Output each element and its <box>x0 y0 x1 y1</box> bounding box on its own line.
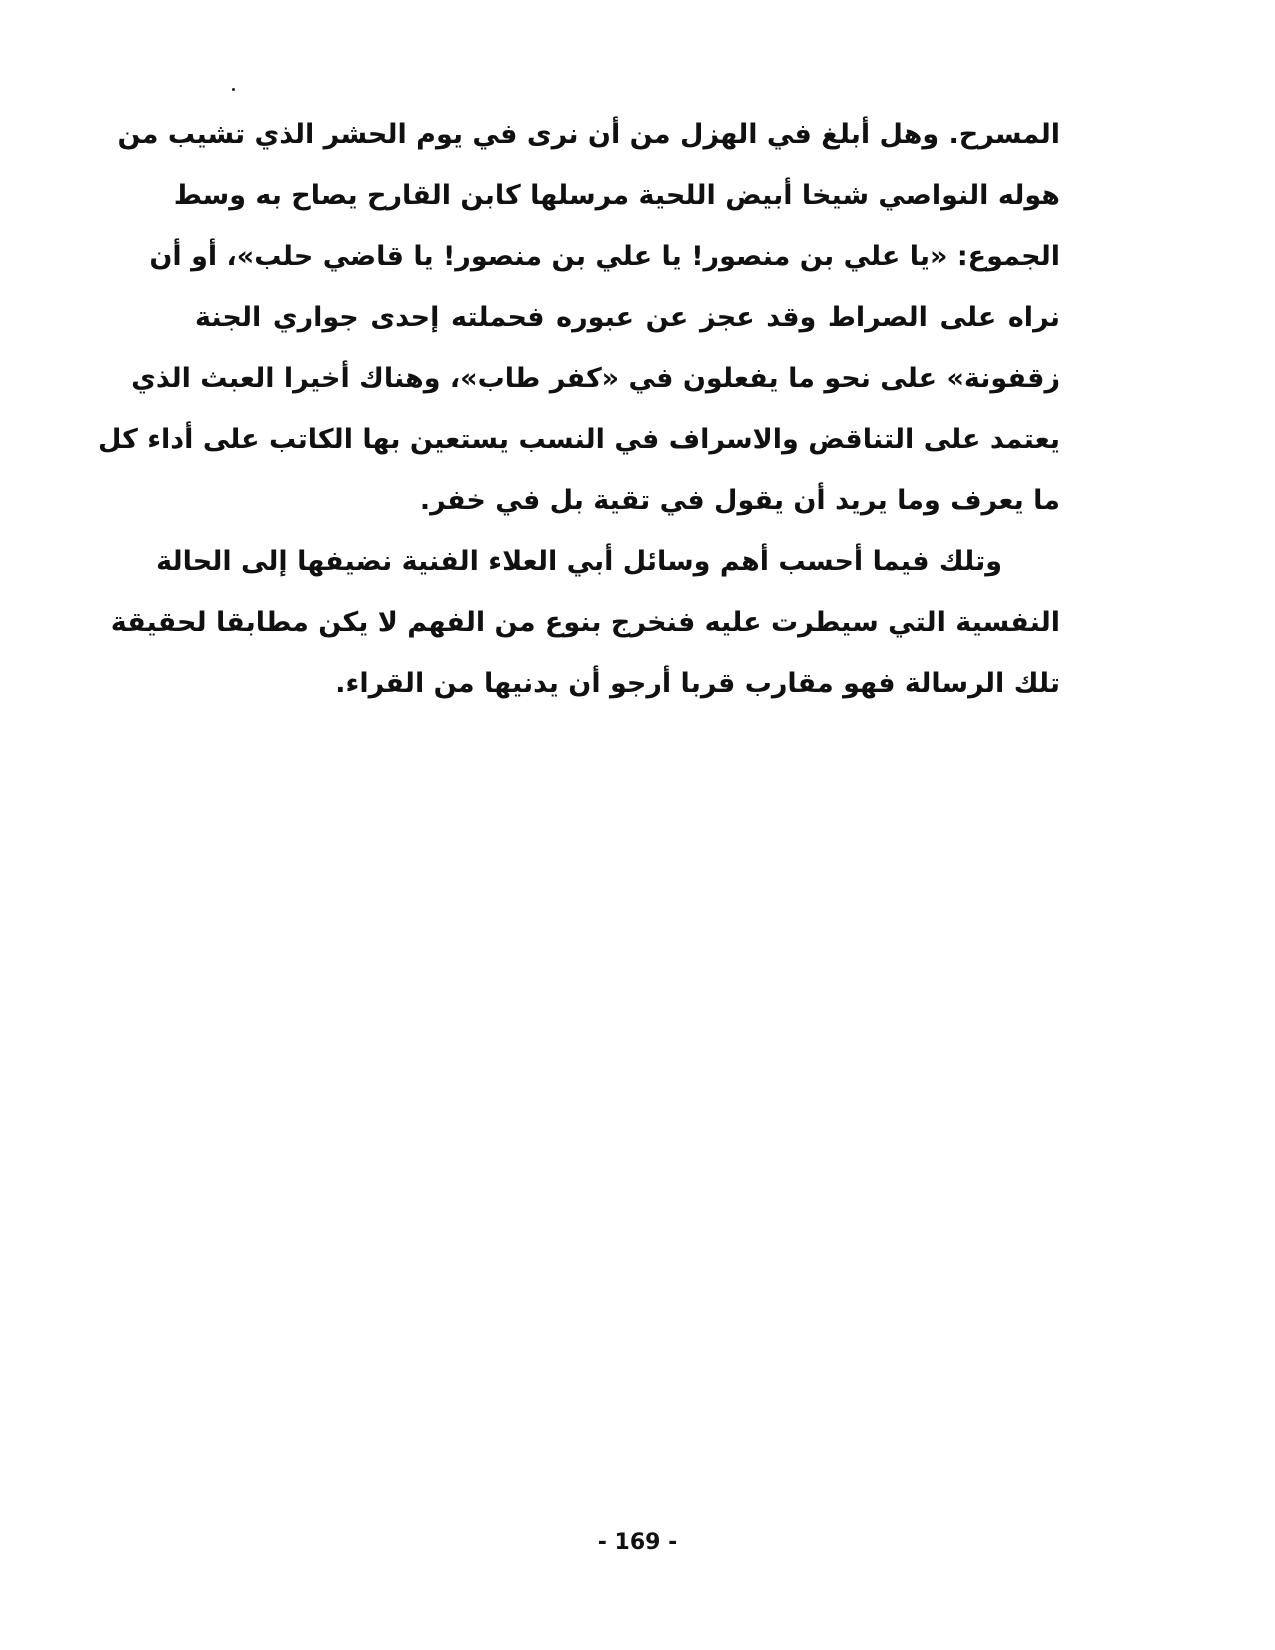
text-line: وتلك فيما أحسب أهم وسائل أبي العلاء الفنية نضيفها إلى الحالة <box>156 546 1002 577</box>
scan-speck <box>232 88 235 91</box>
body-text <box>98 104 1060 714</box>
paragraph <box>110 531 1060 714</box>
text-line: نراه على الصراط وقد عجز عن عبوره فحملته إحدى جواري الجنة <box>195 302 1060 333</box>
text-line: ما يعرف وما يريد أن يقول في تقية بل في خفر. <box>419 485 1060 516</box>
text-line: هوله النواصي شيخا أبيض اللحية مرسلها كابن القارح يصاح به وسط <box>173 180 1060 211</box>
text-line: الجموع: «يا علي بن منصور! يا علي بن منصور! يا قاضي حلب»، أو أن <box>149 241 1060 272</box>
text-line: زقفونة» على نحو ما يفعلون في «كفر طاب»، وهناك أخيرا العبث الذي <box>131 363 1060 394</box>
page-number: - 169 - <box>597 1530 678 1555</box>
text-line: النفسية التي سيطرت عليه فنخرج بنوع من الفهم لا يكن مطابقا لحقيقة <box>110 607 1060 638</box>
paragraph <box>98 104 1060 531</box>
text-line: المسرح. وهل أبلغ في الهزل من أن نرى في يوم الحشر الذي تشيب من <box>117 119 1060 150</box>
text-line: تلك الرسالة فهو مقارب قربا أرجو أن يدنيها من القراء. <box>335 668 1060 699</box>
text-line: يعتمد على التناقض والاسراف في النسب يستعين بها الكاتب على أداء كل <box>98 424 1060 455</box>
